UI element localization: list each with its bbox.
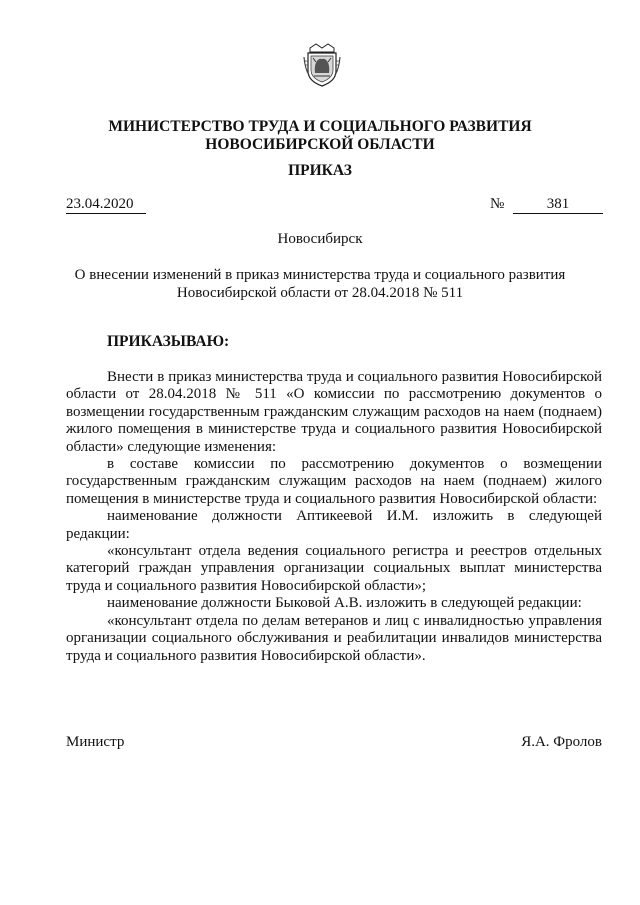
city-name: Новосибирск bbox=[277, 231, 363, 247]
signatory-role: Министр bbox=[66, 734, 125, 750]
signatory-name: Я.А. Фролов bbox=[521, 734, 602, 750]
order-body bbox=[66, 369, 602, 665]
body-paragraph: «консультант отдела по делам ветеранов и лиц с инвалидностью управления организации социального обслуживания и реабилитации инвалидов министерства труда и социального развития Новосибирской области». bbox=[66, 612, 602, 664]
body-paragraph: наименование должности Быковой А.В. изложить в следующей редакции: bbox=[107, 595, 582, 612]
ministry-name-line-2: НОВОСИБИРСКОЙ ОБЛАСТИ bbox=[205, 136, 435, 153]
order-verb-heading: ПРИКАЗЫВАЮ: bbox=[107, 333, 230, 350]
order-number: 381 bbox=[513, 196, 603, 214]
order-subject bbox=[40, 266, 600, 302]
order-subject-line-1: О внесении изменений в приказ министерства труда и социального развития bbox=[74, 267, 566, 283]
body-paragraph: наименование должности Аптикеевой И.М. изложить в следующей редакции: bbox=[66, 508, 602, 542]
document-type-title: ПРИКАЗ bbox=[288, 162, 352, 179]
body-paragraph: Внести в приказ министерства труда и социального развития Новосибирской области от 28.04.2018 № 511 «О комиссии по рассмотрению документов о возмещении государственным гражданским служащим расходов на наем (поднаем) жилого помещения в министерстве труда и социального развития Новосибирской области» следующие изменения: bbox=[66, 369, 602, 455]
order-number-sign: № bbox=[490, 196, 505, 212]
body-paragraph: в составе комиссии по рассмотрению документов о возмещении государственным гражданским служащим расходов на наем (поднаем) жилого помещения в министерстве труда и социального развития Новосибирской области: bbox=[66, 456, 602, 507]
order-subject-line-2: Новосибирской области от 28.04.2018 № 511 bbox=[176, 285, 464, 301]
ministry-name-line-1: МИНИСТЕРСТВО ТРУДА И СОЦИАЛЬНОГО РАЗВИТИЯ bbox=[108, 118, 532, 135]
body-paragraph: «консультант отдела ведения социального регистра и реестров отдельных категорий граждан управления организации социальных выплат министерства труда и социального развития Новосибирской области»; bbox=[66, 543, 602, 594]
novosibirsk-coat-of-arms-icon bbox=[302, 43, 342, 87]
order-date: 23.04.2020 bbox=[66, 196, 146, 214]
ministry-name bbox=[40, 118, 600, 154]
